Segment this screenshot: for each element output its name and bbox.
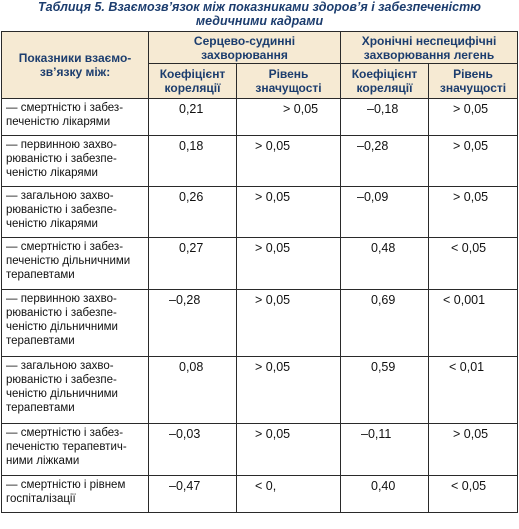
subcol-correlation-2: Коефіцієнт кореляції: [341, 64, 429, 99]
cardio-correlation: –0,28: [149, 290, 237, 357]
lung-significance: < 0,05: [429, 476, 518, 513]
group-header-cardio: [149, 32, 341, 64]
cardio-significance: > 0,05: [237, 136, 341, 187]
cardio-correlation: –0,03: [149, 424, 237, 476]
lung-correlation: –0,18: [341, 99, 429, 136]
table-caption: [0, 0, 519, 30]
lung-significance: > 0,05: [429, 424, 518, 476]
cardio-correlation: 0,18: [149, 136, 237, 187]
row-label: — первинною захво-рюваністю і забезпе-ченістю лікарями: [2, 136, 149, 187]
table-row: [2, 476, 518, 513]
lung-correlation: 0,48: [341, 238, 429, 290]
cardio-significance: > 0,05: [237, 238, 341, 290]
cardio-significance: > 0,05: [237, 290, 341, 357]
group-header-lung-label: Хронічні неспецифічні захворювання легень: [361, 33, 497, 62]
cardio-significance: < 0,: [237, 476, 341, 513]
lung-significance: > 0,05: [429, 136, 518, 187]
subcol-significance-1: Рівень значущості: [237, 64, 341, 99]
table-row: [2, 357, 518, 424]
correlation-table: [1, 31, 518, 513]
lung-correlation: 0,69: [341, 290, 429, 357]
table-row: [2, 290, 518, 357]
lung-significance: > 0,05: [429, 187, 518, 238]
row-label: — смертністю і рівнем госпіталізації: [2, 476, 149, 513]
row-label: — загальною захво-рюваністю і забезпе-ченістю дільничними терапевтами: [2, 357, 149, 424]
table-row: [2, 187, 518, 238]
row-label: — смертністю і забез-печеністю дільничними терапевтами: [2, 238, 149, 290]
cardio-significance: > 0,05: [237, 187, 341, 238]
lung-significance: < 0,05: [429, 238, 518, 290]
cardio-correlation: 0,08: [149, 357, 237, 424]
table-row: [2, 136, 518, 187]
row-header-label: Показники взаємо-зв’язку між:: [18, 51, 132, 79]
row-header: [2, 32, 149, 99]
lung-correlation: 0,40: [341, 476, 429, 513]
row-label: — загальною захво-рюваністю і забезпе-ченістю лікарями: [2, 187, 149, 238]
cardio-significance: > 0,05: [237, 357, 341, 424]
cardio-correlation: 0,21: [149, 99, 237, 136]
subcol-significance-2: Рівень значущості: [429, 64, 518, 99]
row-label: — смертністю і забез-печеністю терапевтич-ними ліжками: [2, 424, 149, 476]
cardio-correlation: –0,47: [149, 476, 237, 513]
row-label: — первинною захво-рюваністю і забезпе-ченістю дільничними терапевтами: [2, 290, 149, 357]
lung-significance: < 0,01: [429, 357, 518, 424]
group-header-lung: [341, 32, 518, 64]
lung-correlation: –0,28: [341, 136, 429, 187]
lung-significance: > 0,05: [429, 99, 518, 136]
lung-correlation: –0,11: [341, 424, 429, 476]
table-row: [2, 424, 518, 476]
row-label: — смертністю і забез-печеністю лікарями: [2, 99, 149, 136]
cardio-correlation: 0,27: [149, 238, 237, 290]
table-row: [2, 238, 518, 290]
subcol-correlation-1: Коефіцієнт кореляції: [149, 64, 237, 99]
lung-significance: < 0,001: [429, 290, 518, 357]
table-row: [2, 99, 518, 136]
lung-correlation: –0,09: [341, 187, 429, 238]
cardio-significance: > 0,05: [237, 99, 341, 136]
cardio-significance: > 0,05: [237, 424, 341, 476]
lung-correlation: 0,59: [341, 357, 429, 424]
cardio-correlation: 0,26: [149, 187, 237, 238]
caption-line-1: Таблиця 5. Взаємозв’язок між показниками здоров’я і забезпеченістю: [37, 0, 481, 14]
group-header-cardio-label: Серцево-судинні захворювання: [193, 33, 296, 62]
caption-line-2: медичними кадрами: [195, 14, 324, 28]
